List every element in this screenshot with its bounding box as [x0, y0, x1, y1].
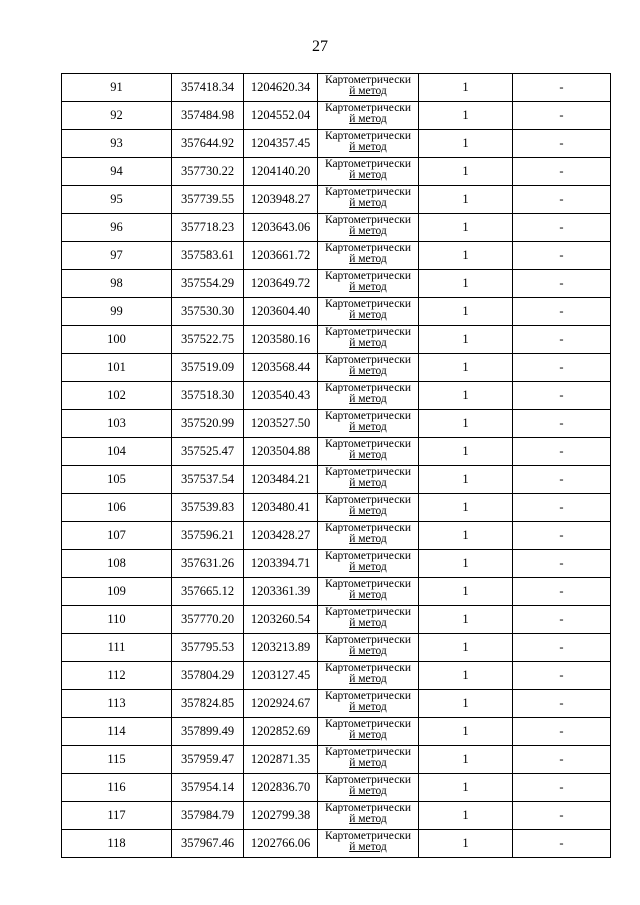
method-text-line1: Картометрически [324, 802, 412, 814]
x-coordinate-cell: 357795.53 [172, 634, 244, 662]
y-coordinate-cell: 1204357.45 [244, 130, 318, 158]
accuracy-cell: 1 [419, 382, 513, 410]
note-cell: - [513, 354, 611, 382]
point-number-cell: 91 [62, 74, 172, 102]
method-text-line1: Картометрически [324, 718, 412, 730]
point-number-cell: 94 [62, 158, 172, 186]
point-number-cell: 109 [62, 578, 172, 606]
table-row [62, 802, 611, 830]
point-number-cell: 111 [62, 634, 172, 662]
x-coordinate-cell: 357631.26 [172, 550, 244, 578]
method-cell [318, 158, 419, 186]
accuracy-cell: 1 [419, 354, 513, 382]
method-cell [318, 550, 419, 578]
point-number-cell: 103 [62, 410, 172, 438]
method-text-line2: й метод [349, 113, 387, 125]
point-number-cell: 106 [62, 494, 172, 522]
y-coordinate-cell: 1202924.67 [244, 690, 318, 718]
accuracy-cell: 1 [419, 802, 513, 830]
method-cell [318, 578, 419, 606]
accuracy-cell: 1 [419, 438, 513, 466]
y-coordinate-cell: 1203643.06 [244, 214, 318, 242]
table-row [62, 242, 611, 270]
y-coordinate-cell: 1203428.27 [244, 522, 318, 550]
x-coordinate-cell: 357967.46 [172, 830, 244, 858]
method-text-line2: й метод [349, 757, 387, 769]
x-coordinate-cell: 357554.29 [172, 270, 244, 298]
accuracy-cell: 1 [419, 214, 513, 242]
x-coordinate-cell: 357530.30 [172, 298, 244, 326]
accuracy-cell: 1 [419, 74, 513, 102]
method-cell [318, 690, 419, 718]
method-cell [318, 466, 419, 494]
y-coordinate-cell: 1203580.16 [244, 326, 318, 354]
method-text-line1: Картометрически [324, 214, 412, 226]
note-cell: - [513, 242, 611, 270]
note-cell: - [513, 690, 611, 718]
note-cell: - [513, 186, 611, 214]
x-coordinate-cell: 357665.12 [172, 578, 244, 606]
method-text-line1: Картометрически [324, 494, 412, 506]
y-coordinate-cell: 1202836.70 [244, 774, 318, 802]
point-number-cell: 104 [62, 438, 172, 466]
method-cell [318, 634, 419, 662]
method-text-line1: Картометрически [324, 130, 412, 142]
table-row [62, 438, 611, 466]
table-row [62, 186, 611, 214]
accuracy-cell: 1 [419, 718, 513, 746]
note-cell: - [513, 550, 611, 578]
method-text-line2: й метод [349, 393, 387, 405]
table-row [62, 494, 611, 522]
method-text-line1: Картометрически [324, 830, 412, 842]
method-text-line1: Картометрически [324, 606, 412, 618]
method-text-line2: й метод [349, 141, 387, 153]
note-cell: - [513, 802, 611, 830]
point-number-cell: 102 [62, 382, 172, 410]
table-row [62, 606, 611, 634]
note-cell: - [513, 102, 611, 130]
method-text-line2: й метод [349, 533, 387, 545]
method-text-line1: Картометрически [324, 690, 412, 702]
x-coordinate-cell: 357824.85 [172, 690, 244, 718]
note-cell: - [513, 130, 611, 158]
method-cell [318, 270, 419, 298]
accuracy-cell: 1 [419, 522, 513, 550]
x-coordinate-cell: 357484.98 [172, 102, 244, 130]
method-text-line2: й метод [349, 197, 387, 209]
point-number-cell: 97 [62, 242, 172, 270]
note-cell: - [513, 438, 611, 466]
method-text-line2: й метод [349, 785, 387, 797]
method-text-line1: Картометрически [324, 634, 412, 646]
point-number-cell: 107 [62, 522, 172, 550]
x-coordinate-cell: 357596.21 [172, 522, 244, 550]
note-cell: - [513, 326, 611, 354]
method-cell [318, 746, 419, 774]
y-coordinate-cell: 1204620.34 [244, 74, 318, 102]
method-cell [318, 410, 419, 438]
note-cell: - [513, 74, 611, 102]
point-number-cell: 115 [62, 746, 172, 774]
table-row [62, 214, 611, 242]
y-coordinate-cell: 1202852.69 [244, 718, 318, 746]
x-coordinate-cell: 357718.23 [172, 214, 244, 242]
y-coordinate-cell: 1203213.89 [244, 634, 318, 662]
accuracy-cell: 1 [419, 186, 513, 214]
method-text-line2: й метод [349, 813, 387, 825]
x-coordinate-cell: 357644.92 [172, 130, 244, 158]
table-row [62, 326, 611, 354]
table-row [62, 746, 611, 774]
x-coordinate-cell: 357520.99 [172, 410, 244, 438]
y-coordinate-cell: 1203527.50 [244, 410, 318, 438]
point-number-cell: 105 [62, 466, 172, 494]
table-row [62, 354, 611, 382]
accuracy-cell: 1 [419, 662, 513, 690]
y-coordinate-cell: 1203260.54 [244, 606, 318, 634]
method-text-line1: Картометрически [324, 662, 412, 674]
point-number-cell: 101 [62, 354, 172, 382]
method-cell [318, 774, 419, 802]
x-coordinate-cell: 357583.61 [172, 242, 244, 270]
accuracy-cell: 1 [419, 158, 513, 186]
note-cell: - [513, 298, 611, 326]
method-text-line1: Картометрически [324, 382, 412, 394]
y-coordinate-cell: 1203540.43 [244, 382, 318, 410]
method-cell [318, 74, 419, 102]
note-cell: - [513, 466, 611, 494]
method-text-line1: Картометрически [324, 746, 412, 758]
method-text-line2: й метод [349, 337, 387, 349]
note-cell: - [513, 578, 611, 606]
x-coordinate-cell: 357770.20 [172, 606, 244, 634]
point-number-cell: 114 [62, 718, 172, 746]
accuracy-cell: 1 [419, 690, 513, 718]
method-cell [318, 354, 419, 382]
method-text-line1: Картометрически [324, 578, 412, 590]
x-coordinate-cell: 357518.30 [172, 382, 244, 410]
note-cell: - [513, 270, 611, 298]
x-coordinate-cell: 357959.47 [172, 746, 244, 774]
note-cell: - [513, 718, 611, 746]
accuracy-cell: 1 [419, 298, 513, 326]
note-cell: - [513, 746, 611, 774]
point-number-cell: 96 [62, 214, 172, 242]
point-number-cell: 99 [62, 298, 172, 326]
y-coordinate-cell: 1203661.72 [244, 242, 318, 270]
method-text-line1: Картометрически [324, 74, 412, 86]
table-row [62, 578, 611, 606]
accuracy-cell: 1 [419, 494, 513, 522]
x-coordinate-cell: 357537.54 [172, 466, 244, 494]
y-coordinate-cell: 1203604.40 [244, 298, 318, 326]
note-cell: - [513, 606, 611, 634]
accuracy-cell: 1 [419, 550, 513, 578]
table-row [62, 718, 611, 746]
note-cell: - [513, 662, 611, 690]
method-text-line2: й метод [349, 561, 387, 573]
point-number-cell: 92 [62, 102, 172, 130]
method-text-line2: й метод [349, 617, 387, 629]
y-coordinate-cell: 1203361.39 [244, 578, 318, 606]
point-number-cell: 93 [62, 130, 172, 158]
method-text-line2: й метод [349, 449, 387, 461]
table-row [62, 130, 611, 158]
method-cell [318, 662, 419, 690]
point-number-cell: 98 [62, 270, 172, 298]
method-text-line1: Картометрически [324, 410, 412, 422]
method-text-line2: й метод [349, 225, 387, 237]
accuracy-cell: 1 [419, 634, 513, 662]
accuracy-cell: 1 [419, 270, 513, 298]
accuracy-cell: 1 [419, 746, 513, 774]
method-text-line2: й метод [349, 589, 387, 601]
method-text-line2: й метод [349, 841, 387, 853]
method-cell [318, 522, 419, 550]
y-coordinate-cell: 1202766.06 [244, 830, 318, 858]
x-coordinate-cell: 357730.22 [172, 158, 244, 186]
point-number-cell: 100 [62, 326, 172, 354]
note-cell: - [513, 522, 611, 550]
method-text-line2: й метод [349, 253, 387, 265]
method-cell [318, 214, 419, 242]
table-row [62, 522, 611, 550]
point-number-cell: 116 [62, 774, 172, 802]
x-coordinate-cell: 357519.09 [172, 354, 244, 382]
method-text-line2: й метод [349, 505, 387, 517]
method-text-line1: Картометрически [324, 466, 412, 478]
note-cell: - [513, 634, 611, 662]
coordinates-table [61, 73, 611, 858]
y-coordinate-cell: 1203568.44 [244, 354, 318, 382]
method-cell [318, 102, 419, 130]
x-coordinate-cell: 357539.83 [172, 494, 244, 522]
method-text-line1: Картометрически [324, 438, 412, 450]
method-text-line2: й метод [349, 309, 387, 321]
y-coordinate-cell: 1204552.04 [244, 102, 318, 130]
y-coordinate-cell: 1203649.72 [244, 270, 318, 298]
method-text-line1: Картометрически [324, 186, 412, 198]
accuracy-cell: 1 [419, 774, 513, 802]
y-coordinate-cell: 1203480.41 [244, 494, 318, 522]
accuracy-cell: 1 [419, 830, 513, 858]
table-row [62, 158, 611, 186]
method-text-line2: й метод [349, 673, 387, 685]
method-text-line1: Картометрически [324, 270, 412, 282]
accuracy-cell: 1 [419, 130, 513, 158]
x-coordinate-cell: 357525.47 [172, 438, 244, 466]
method-cell [318, 382, 419, 410]
method-cell [318, 830, 419, 858]
table-row [62, 830, 611, 858]
note-cell: - [513, 494, 611, 522]
method-cell [318, 298, 419, 326]
method-text-line2: й метод [349, 85, 387, 97]
method-text-line2: й метод [349, 281, 387, 293]
method-text-line2: й метод [349, 421, 387, 433]
method-text-line1: Картометрически [324, 522, 412, 534]
method-text-line2: й метод [349, 701, 387, 713]
table-row [62, 298, 611, 326]
y-coordinate-cell: 1203484.21 [244, 466, 318, 494]
table-row [62, 270, 611, 298]
x-coordinate-cell: 357418.34 [172, 74, 244, 102]
method-cell [318, 186, 419, 214]
table-row [62, 466, 611, 494]
note-cell: - [513, 410, 611, 438]
table-row [62, 74, 611, 102]
table-row [62, 410, 611, 438]
accuracy-cell: 1 [419, 102, 513, 130]
method-text-line1: Картометрически [324, 550, 412, 562]
x-coordinate-cell: 357739.55 [172, 186, 244, 214]
point-number-cell: 117 [62, 802, 172, 830]
method-text-line1: Картометрически [324, 354, 412, 366]
x-coordinate-cell: 357899.49 [172, 718, 244, 746]
method-cell [318, 130, 419, 158]
method-text-line1: Картометрически [324, 102, 412, 114]
method-text-line1: Картометрически [324, 242, 412, 254]
method-cell [318, 606, 419, 634]
table-row [62, 690, 611, 718]
point-number-cell: 108 [62, 550, 172, 578]
y-coordinate-cell: 1202799.38 [244, 802, 318, 830]
method-text-line1: Картометрически [324, 298, 412, 310]
point-number-cell: 95 [62, 186, 172, 214]
y-coordinate-cell: 1203394.71 [244, 550, 318, 578]
accuracy-cell: 1 [419, 466, 513, 494]
method-text-line1: Картометрически [324, 774, 412, 786]
method-text-line2: й метод [349, 477, 387, 489]
accuracy-cell: 1 [419, 242, 513, 270]
point-number-cell: 112 [62, 662, 172, 690]
point-number-cell: 113 [62, 690, 172, 718]
accuracy-cell: 1 [419, 326, 513, 354]
note-cell: - [513, 382, 611, 410]
table-body [62, 74, 611, 858]
x-coordinate-cell: 357804.29 [172, 662, 244, 690]
method-cell [318, 242, 419, 270]
page-number: 27 [312, 38, 328, 55]
x-coordinate-cell: 357522.75 [172, 326, 244, 354]
accuracy-cell: 1 [419, 578, 513, 606]
method-cell [318, 438, 419, 466]
method-text-line2: й метод [349, 729, 387, 741]
table-row [62, 662, 611, 690]
method-cell [318, 802, 419, 830]
point-number-cell: 110 [62, 606, 172, 634]
method-text-line2: й метод [349, 645, 387, 657]
note-cell: - [513, 158, 611, 186]
point-number-cell: 118 [62, 830, 172, 858]
x-coordinate-cell: 357984.79 [172, 802, 244, 830]
x-coordinate-cell: 357954.14 [172, 774, 244, 802]
method-cell [318, 326, 419, 354]
accuracy-cell: 1 [419, 410, 513, 438]
y-coordinate-cell: 1203127.45 [244, 662, 318, 690]
method-text-line1: Картометрически [324, 158, 412, 170]
y-coordinate-cell: 1202871.35 [244, 746, 318, 774]
y-coordinate-cell: 1204140.20 [244, 158, 318, 186]
table-row [62, 634, 611, 662]
method-cell [318, 718, 419, 746]
table-row [62, 550, 611, 578]
table-row [62, 382, 611, 410]
method-text-line1: Картометрически [324, 326, 412, 338]
note-cell: - [513, 774, 611, 802]
note-cell: - [513, 830, 611, 858]
y-coordinate-cell: 1203504.88 [244, 438, 318, 466]
method-text-line2: й метод [349, 365, 387, 377]
table-row [62, 102, 611, 130]
table-row [62, 774, 611, 802]
method-cell [318, 494, 419, 522]
method-text-line2: й метод [349, 169, 387, 181]
accuracy-cell: 1 [419, 606, 513, 634]
note-cell: - [513, 214, 611, 242]
y-coordinate-cell: 1203948.27 [244, 186, 318, 214]
